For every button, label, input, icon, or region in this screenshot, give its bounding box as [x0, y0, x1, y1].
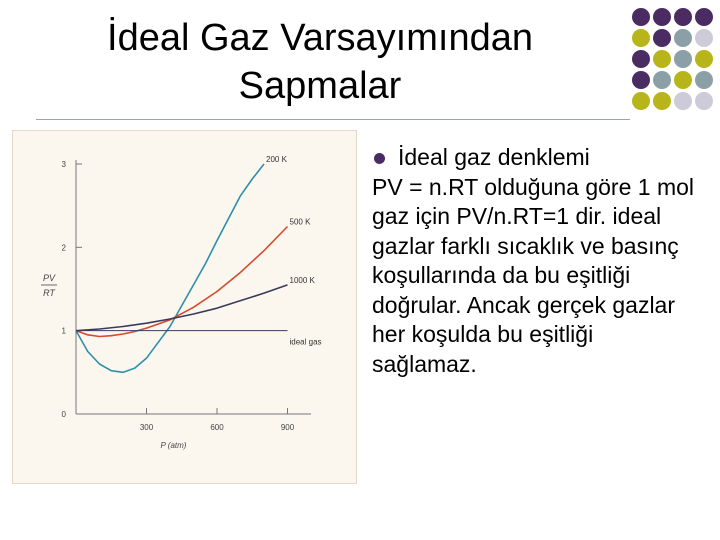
decorative-dot-grid [632, 8, 716, 113]
series-label: 200 K [266, 155, 287, 164]
decorative-dot [674, 50, 692, 68]
slide-title [40, 14, 600, 110]
body-paragraph: PV = n.RT olduğuna göre 1 mol gaz için PV/n.RT=1 dir. ideal gazlar farklı sıcaklık ve basınç koşullarında da bu eşitliği doğrular. Ancak gerçek gazlar her koşulda bu eşitliği sağlamaz. [372, 173, 694, 377]
decorative-dot [695, 71, 713, 89]
title-line-1: İdeal Gaz Varsayımından [107, 17, 533, 59]
y-axis-label-numerator: PV [42, 273, 56, 283]
y-tick-label: 2 [61, 243, 66, 253]
x-tick-label: 300 [139, 423, 154, 432]
decorative-dot [653, 8, 671, 26]
y-tick-label: 1 [61, 326, 66, 336]
compressibility-chart [13, 131, 356, 483]
chart-figure [12, 130, 357, 484]
bullet-text: İdeal gaz denklemi [398, 144, 590, 170]
decorative-dot [632, 71, 650, 89]
series-label: ideal gas [289, 337, 322, 347]
decorative-dot [674, 92, 692, 110]
decorative-dot [632, 92, 650, 110]
series-line [76, 285, 288, 331]
bullet-icon [374, 153, 385, 164]
x-axis-label: P (atm) [160, 441, 187, 450]
decorative-dot [653, 29, 671, 47]
x-tick-label: 600 [210, 423, 224, 432]
series-label: 500 K [289, 217, 311, 227]
decorative-dot [653, 92, 671, 110]
decorative-dot [695, 92, 713, 110]
decorative-dot [695, 50, 713, 68]
decorative-dot [632, 8, 650, 26]
y-tick-label: 0 [61, 410, 66, 419]
series-line [76, 164, 264, 372]
decorative-dot [674, 29, 692, 47]
decorative-dot [695, 29, 713, 47]
y-axis-label-denominator: RT [43, 288, 55, 298]
y-tick-label: 3 [61, 160, 66, 169]
body-text [372, 143, 702, 379]
decorative-dot [695, 8, 713, 26]
decorative-dot [653, 50, 671, 68]
series-line [76, 227, 288, 337]
bullet-item [372, 143, 702, 173]
title-line-2: Sapmalar [238, 65, 402, 107]
title-divider [36, 119, 630, 120]
decorative-dot [653, 71, 671, 89]
decorative-dot [674, 8, 692, 26]
series-label: 1000 K [289, 275, 315, 285]
decorative-dot [632, 50, 650, 68]
decorative-dot [632, 29, 650, 47]
decorative-dot [674, 71, 692, 89]
x-tick-label: 900 [280, 423, 295, 432]
